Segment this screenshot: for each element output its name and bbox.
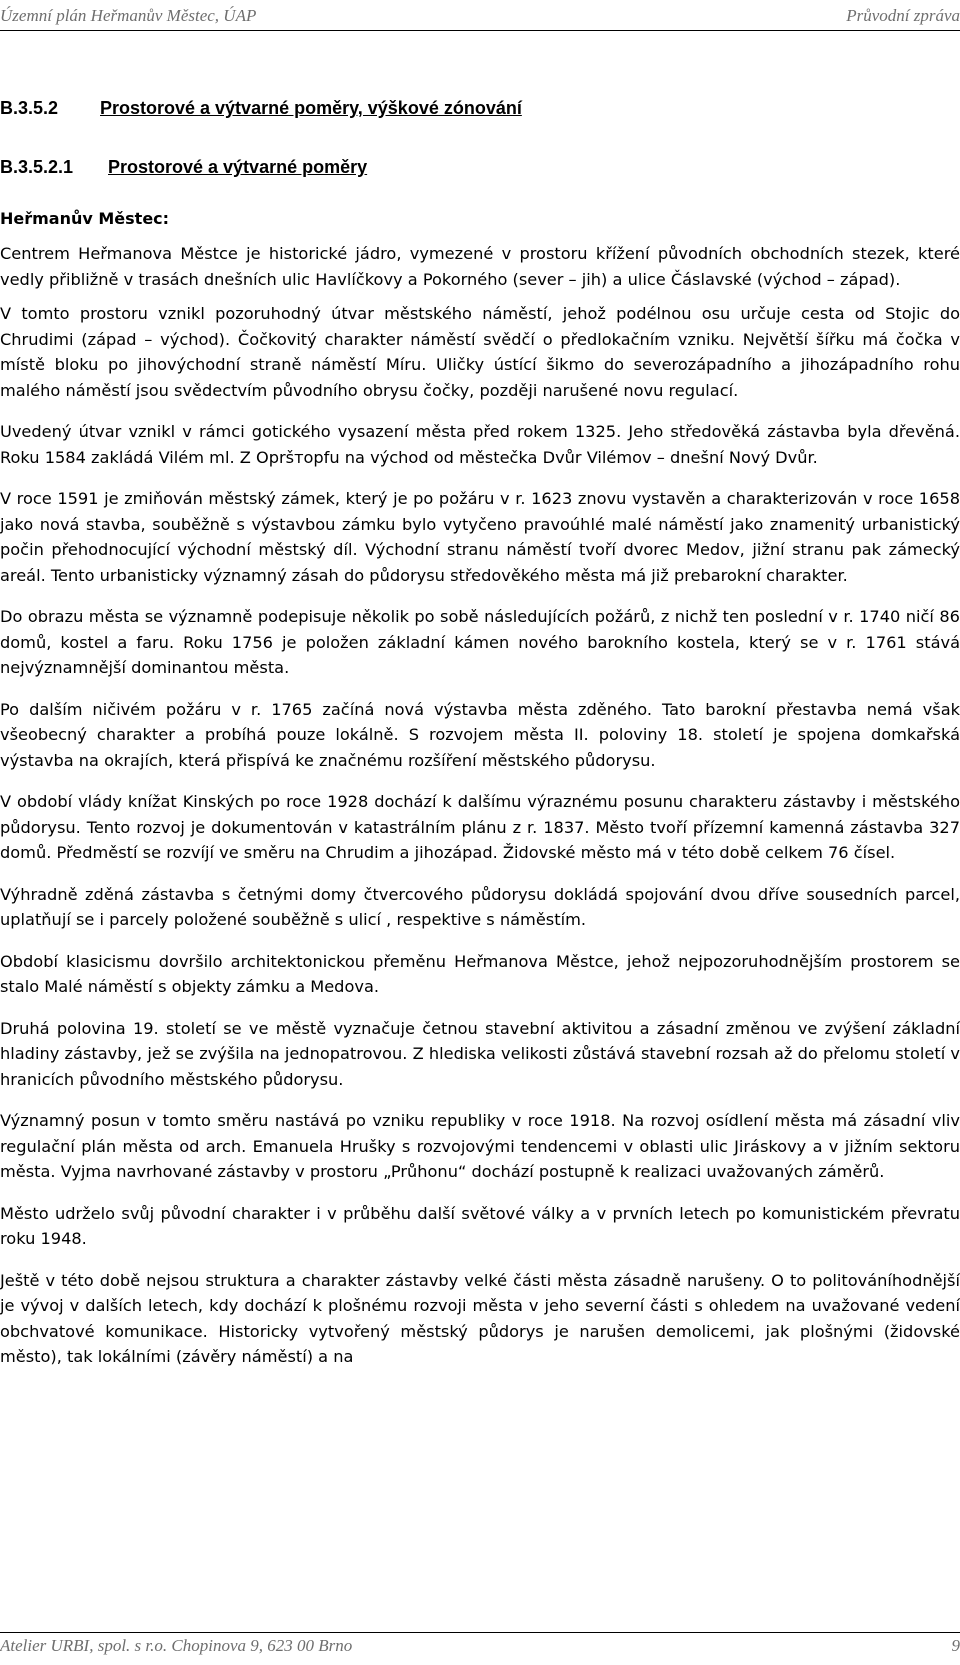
paragraph: Uvedený útvar vznikl v rámci gotického vysazení města před rokem 1325. Jeho středověká zástavba byla dřevěná. Roku 1584 zakládá Vilém ml. Z Opršторfu na východ od městečka Dvůr Vilémov – dnešní Nový Dvůr.: [0, 422, 960, 467]
footer-company-address: Atelier URBI, spol. s r.o. Chopinova 9, 623 00 Brno: [0, 1636, 353, 1655]
subsection-number: B.3.5.2.1: [0, 157, 74, 177]
document-body: [0, 98, 960, 1386]
page-footer: [0, 1632, 960, 1661]
paragraph: Výhradně zděná zástavba s četnými domy čtvercového půdorysu dokládá spojování dvou dříve sousedních parcel, uplatňují se i parcely položené souběžně s ulicí , respektive s náměstím.: [0, 884, 960, 929]
page-number: 9: [951, 1636, 960, 1655]
header-document-title: Územní plán Heřmanův Městec, ÚAP: [0, 6, 257, 25]
paragraph: Město udrželo svůj původní charakter i v průběhu další světové války a v prvních letech po komunistickém převratu roku 1948.: [0, 1203, 960, 1248]
section-heading: [0, 98, 960, 119]
header-report-type: Průvodní zpráva: [846, 6, 960, 25]
paragraph: Do obrazu města se významně podepisuje několik po sobě následujících požárů, z nichž ten poslední v r. 1740 ničí 86 domů, kostel a faru. Roku 1756 je položen základní kámen nového barokního kostela, který se v r. 1761 stává nejvýznamnější dominantou města.: [0, 607, 960, 677]
paragraph: V roce 1591 je zmiňován městský zámek, který je po požáru v r. 1623 znovu vystavěn a charakterizován v roce 1658 jako nová stavba, souběžně s výstavbou zámku bylo vytyčeno pravoúhlé malé náměstí jako znamenitý urbanistický počin přehodnocující východní městský díl. Východní stranu náměstí tvoří dvorec Medov, jižní stranu pak zámecký areál. Tento urbanisticky významný zásah do půdorysu středověkého města má již prebarokní charakter.: [0, 489, 960, 585]
subsection-title: Prostorové a výtvarné poměry: [108, 157, 368, 177]
paragraph: V tomto prostoru vznikl pozoruhodný útvar městského náměstí, jehož podélnou osu určuje cesta od Stojic do Chrudimi (západ – východ). Čočkovitý charakter náměstí svědčí o předlokačním vzniku. Největší šířku má čočka v místě bloku po jihovýchodní straně náměstí Míru. Uličky ústící šikmo do severozápadního a jihozápadního rohu malého náměstí jsou svědectvím původního obrysu čočky, později narušené novu regulací.: [0, 304, 960, 400]
paragraph: Období klasicismu dovršilo architektonickou přeměnu Heřmanova Městce, jehož nejpozoruhodnějším prostorem se stalo Malé náměstí s objekty zámku a Medova.: [0, 951, 960, 996]
section-number: B.3.5.2: [0, 98, 59, 118]
paragraph: Po dalším ničivém požáru v r. 1765 začíná nová výstavba města zděného. Tato barokní přestavba nemá však všeobecný charakter a probíhá pouze lokálně. S rozvojem města II. poloviny 18. století je spojena domkařská výstavba na okrajích, která přispívá ke značnému rozšíření městského půdorysu.: [0, 699, 960, 770]
page-header: [0, 4, 960, 31]
paragraph: Druhá polovina 19. století se ve městě vyznačuje četnou stavební aktivitou a zásadní změnou ve zvýšení základní hladiny zástavby, jež se zvýšila na jednopatrovou. Z hlediska velikosti zůstává stavební rozsah až do přelomu století v hranicích původního městského půdorysu.: [0, 1018, 960, 1089]
paragraph: Centrem Heřmanova Městce je historické jádro, vymezené v prostoru křížení původních obchodních stezek, které vedly přibližně v trasách dnešních ulic Havlíčkovy a Pokorného (sever – jih) a ulice Čáslavské (východ – západ).: [0, 244, 960, 289]
subsection-heading: [0, 157, 960, 178]
place-heading: Heřmanův Městec:: [0, 209, 170, 228]
paragraph: Ještě v této době nejsou struktura a charakter zástavby velké části města zásadně narušeny. O to politováníhodnější je vývoj v dalších letech, kdy dochází k plošnému rozvoji města v jeho severní části s ohledem na uvažované vedení obchvatové komunikace. Historicky vytvořený městský půdorys je narušen demolicemi, jak plošnými (židovské město), tak lokálními (závěry náměstí) a na: [0, 1270, 960, 1366]
section-title: Prostorové a výtvarné poměry, výškové zónování: [100, 98, 522, 118]
paragraph: Významný posun v tomto směru nastává po vzniku republiky v roce 1918. Na rozvoj osídlení města má zásadní vliv regulační plán města od arch. Emanuela Hrušky s rozvojovými tendencemi v oblasti ulic Jiráskovy a v jižním sektoru města. Vyjma navrhované zástavby v prostoru „Průhonu“ dochází postupně k realizaci uvažovaných záměrů.: [0, 1111, 960, 1181]
paragraph: V období vlády knížat Kinských po roce 1928 dochází k dalšímu výraznému posunu charakteru zástavby i městského půdorysu. Tento rozvoj je dokumentován v katastrálním plánu z r. 1837. Město tvoří přízemní kamenná zástavba 327 domů. Předměstí se rozvíjí ve směru na Chrudim a jihozápad. Židovské město má v této době celkem 76 čísel.: [0, 792, 960, 862]
